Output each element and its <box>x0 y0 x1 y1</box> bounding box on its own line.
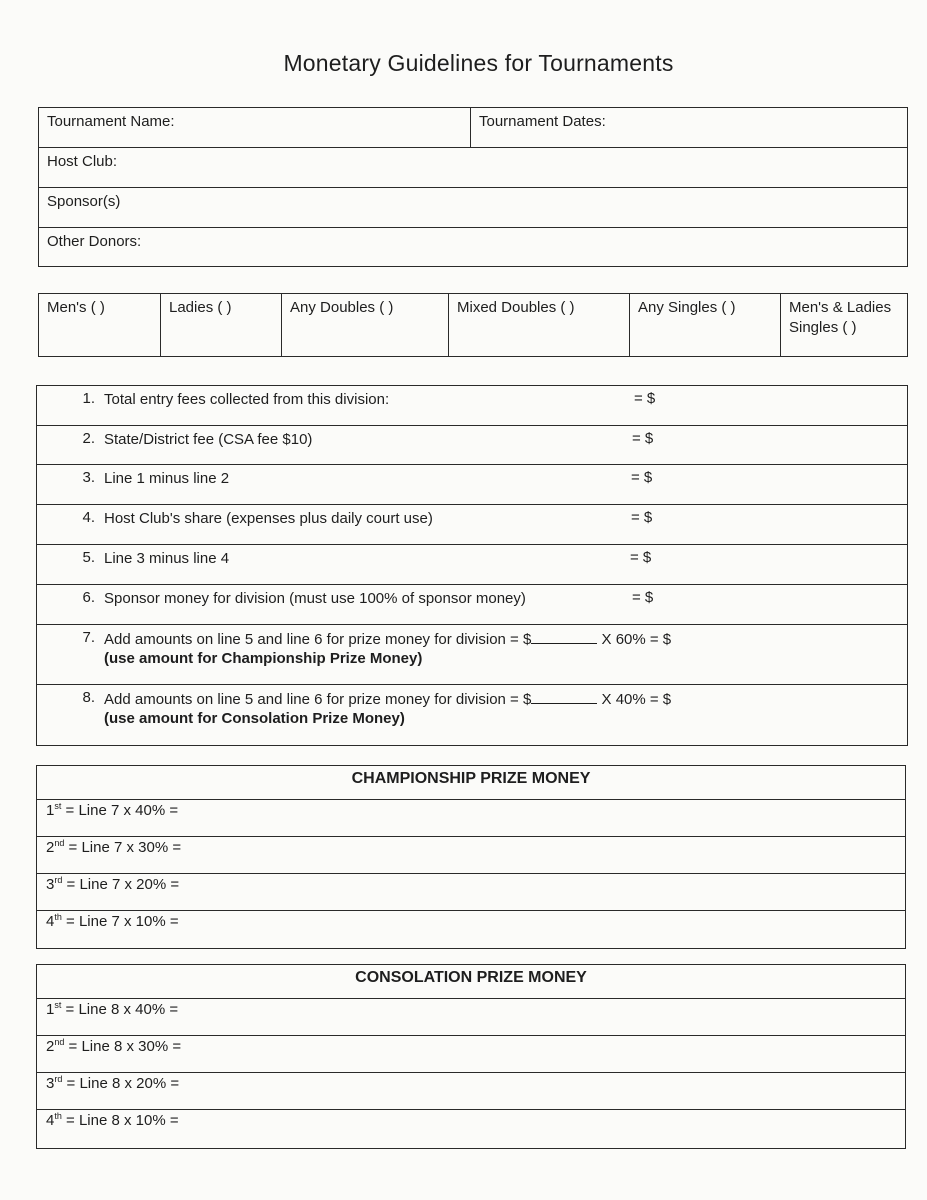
place-formula: = Line 7 x 40% = <box>65 802 179 819</box>
place-number: 2 <box>46 1038 55 1055</box>
place-number: 1 <box>46 1001 55 1018</box>
calculation-lines-box <box>36 385 908 746</box>
line-text-block <box>104 689 671 728</box>
info-row-name-dates <box>39 108 907 148</box>
division-mens-label: Men's ( ) <box>47 299 105 316</box>
place-number: 4 <box>46 1112 55 1129</box>
division-mixed-doubles-label: Mixed Doubles ( ) <box>457 299 575 316</box>
consolation-prize-box <box>36 964 906 1149</box>
other-donors-label: Other Donors: <box>47 233 142 250</box>
division-mens-ladies-singles[interactable] <box>781 294 907 356</box>
championship-row-4th[interactable] <box>37 911 905 948</box>
place-number: 3 <box>46 876 55 893</box>
division-ladies[interactable] <box>161 294 282 356</box>
line-text: Line 1 minus line 2 <box>104 470 230 487</box>
place-suffix: st <box>54 1000 62 1010</box>
calc-line-3[interactable] <box>37 465 907 505</box>
line-number: 2. <box>82 430 95 447</box>
place-formula: = Line 8 x 40% = <box>65 1001 179 1018</box>
line-note: (use amount for Consolation Prize Money) <box>104 710 405 727</box>
line-equals: = $ <box>632 589 654 606</box>
line-text-block <box>104 629 671 668</box>
line-equals: = $ <box>631 509 653 526</box>
line-text: Line 3 minus line 4 <box>104 550 230 567</box>
line-text: Add amounts on line 5 and line 6 for prize money for division = $ <box>104 631 532 648</box>
championship-row-1st[interactable] <box>37 800 905 837</box>
line-number: 7. <box>82 629 95 646</box>
place-formula: = Line 8 x 30% = <box>68 1038 182 1055</box>
tournament-name-label: Tournament Name: <box>47 113 175 130</box>
place-suffix: th <box>54 1111 62 1121</box>
place-number: 2 <box>46 839 55 856</box>
line-text: Total entry fees collected from this division: <box>104 391 390 408</box>
division-any-singles-label: Any Singles ( ) <box>638 299 736 316</box>
line-note: (use amount for Championship Prize Money) <box>104 650 423 667</box>
consolation-row-4th[interactable] <box>37 1110 905 1147</box>
division-mens-ladies-singles-label: Men's & Ladies Singles ( ) <box>789 299 892 336</box>
tournament-name-field[interactable] <box>39 108 471 147</box>
line-text: Add amounts on line 5 and line 6 for prize money for division = $ <box>104 691 532 708</box>
sponsors-label: Sponsor(s) <box>47 193 121 210</box>
consolation-row-3rd[interactable] <box>37 1073 905 1110</box>
division-selection-box <box>38 293 908 357</box>
line-number: 8. <box>82 689 95 706</box>
tournament-dates-field[interactable] <box>471 108 907 147</box>
line-number: 6. <box>82 589 95 606</box>
calc-line-7[interactable] <box>37 625 907 685</box>
calc-line-6[interactable] <box>37 585 907 625</box>
line-equals: = $ <box>632 430 654 447</box>
division-any-doubles[interactable] <box>282 294 449 356</box>
place-suffix: th <box>54 912 62 922</box>
line-equals: = $ <box>631 469 653 486</box>
division-ladies-label: Ladies ( ) <box>169 299 232 316</box>
division-mixed-doubles[interactable] <box>449 294 630 356</box>
place-formula: = Line 7 x 10% = <box>66 913 179 930</box>
line-number: 1. <box>82 390 95 407</box>
championship-heading: CHAMPIONSHIP PRIZE MONEY <box>37 766 905 800</box>
division-any-doubles-label: Any Doubles ( ) <box>290 299 394 316</box>
line-text: State/District fee (CSA fee $10) <box>104 431 313 448</box>
tournament-info-box <box>38 107 908 267</box>
page-title: Monetary Guidelines for Tournaments <box>283 50 674 76</box>
host-club-label: Host Club: <box>47 153 118 170</box>
place-number: 3 <box>46 1075 55 1092</box>
tournament-dates-label: Tournament Dates: <box>479 113 606 130</box>
amount-blank[interactable] <box>531 629 597 644</box>
host-club-field[interactable] <box>39 148 907 188</box>
line-equals: = $ <box>630 549 652 566</box>
other-donors-field[interactable] <box>39 228 907 268</box>
line-percent: X 60% = $ <box>601 631 672 648</box>
amount-blank[interactable] <box>531 689 597 704</box>
calc-line-5[interactable] <box>37 545 907 585</box>
line-percent: X 40% = $ <box>601 691 672 708</box>
place-suffix: nd <box>54 838 65 848</box>
line-text: Host Club's share (expenses plus daily court use) <box>104 510 433 527</box>
line-equals: = $ <box>634 390 656 407</box>
consolation-heading: CONSOLATION PRIZE MONEY <box>37 965 905 999</box>
line-text: Sponsor money for division (must use 100% of sponsor money) <box>104 590 526 607</box>
place-number: 4 <box>46 913 55 930</box>
championship-prize-box <box>36 765 906 949</box>
place-suffix: st <box>54 801 62 811</box>
calc-line-4[interactable] <box>37 505 907 545</box>
line-number: 4. <box>82 509 95 526</box>
division-any-singles[interactable] <box>630 294 781 356</box>
place-suffix: rd <box>54 1074 63 1084</box>
place-formula: = Line 8 x 10% = <box>66 1112 179 1129</box>
calc-line-8[interactable] <box>37 685 907 745</box>
championship-row-2nd[interactable] <box>37 837 905 874</box>
sponsors-field[interactable] <box>39 188 907 228</box>
place-formula: = Line 7 x 30% = <box>68 839 182 856</box>
place-formula: = Line 8 x 20% = <box>66 1075 180 1092</box>
line-number: 5. <box>82 549 95 566</box>
division-mens[interactable] <box>39 294 161 356</box>
place-suffix: nd <box>54 1037 65 1047</box>
consolation-row-1st[interactable] <box>37 999 905 1036</box>
championship-row-3rd[interactable] <box>37 874 905 911</box>
calc-line-2[interactable] <box>37 426 907 465</box>
place-formula: = Line 7 x 20% = <box>66 876 180 893</box>
calc-line-1[interactable] <box>37 386 907 426</box>
line-number: 3. <box>82 469 95 486</box>
place-suffix: rd <box>54 875 63 885</box>
consolation-row-2nd[interactable] <box>37 1036 905 1073</box>
place-number: 1 <box>46 802 55 819</box>
